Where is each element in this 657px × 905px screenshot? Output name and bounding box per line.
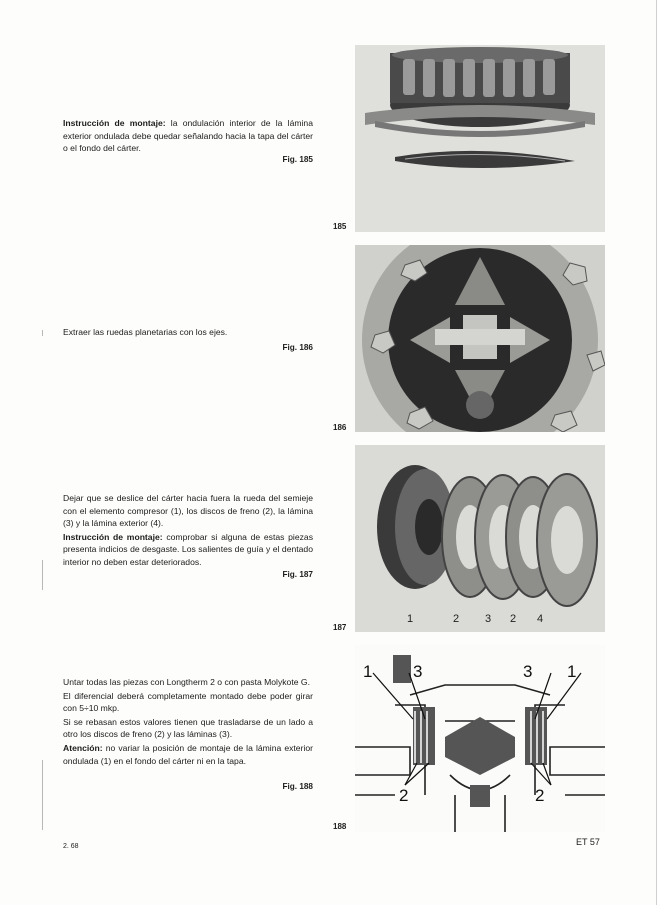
instruction-paragraph-188	[63, 676, 313, 768]
fig-ref-188: Fig. 188	[282, 782, 313, 791]
instruction-text: no variar la posición de montaje de la lámina exterior ondulada (1) en el fondo del cárter ni en la tapa.	[63, 742, 313, 766]
callout-label: 2	[535, 786, 545, 805]
instruction-text: Extraer las ruedas planetarias con los ejes.	[63, 327, 228, 337]
callout-label: 1	[363, 662, 373, 681]
fig-number-187: 187	[333, 623, 347, 632]
photo-187-brake-discs	[355, 445, 605, 632]
instruction-paragraph-186	[63, 326, 313, 340]
margin-mark	[42, 330, 43, 336]
callout-label: 2	[453, 613, 460, 625]
margin-mark	[42, 760, 43, 830]
fig-number-188: 188	[333, 822, 347, 831]
fig-ref-187: Fig. 187	[282, 570, 313, 579]
callout-label: 1	[407, 613, 414, 625]
instruction-text-2: comprobar si alguna de estas piezas presenta indicios de desgaste. Los salientes de guía y el dentado interior no deben estar deteriorados.	[63, 531, 313, 567]
photo-185-bearing-plates	[355, 45, 605, 232]
instruction-label: Atención:	[63, 742, 103, 753]
photo-186-differential-gears	[355, 245, 605, 432]
fig-number-185: 185	[333, 222, 347, 231]
fig-number-186: 186	[333, 423, 347, 432]
fig-ref-185: Fig. 185	[282, 155, 313, 164]
diagram-188-differential-cross-section	[355, 645, 605, 832]
instruction-label: Instrucción de montaje:	[63, 531, 163, 542]
footer-page-number: ET 57	[576, 837, 600, 847]
instruction-text: El diferencial deberá completamente montado debe poder girar con 5÷10 mkp.	[63, 690, 313, 714]
instruction-text: Si se rebasan estos valores tienen que trasladarse de un lado a otro los discos de freno (2) y las láminas (3).	[63, 716, 313, 740]
instruction-paragraph-185	[63, 117, 313, 156]
instruction-text: la ondulación interior de la lámina exterior ondulada debe quedar señalando hacia la tapa del cárter o el fondo del cárter.	[63, 118, 313, 154]
instruction-label: Instrucción de montaje:	[63, 118, 166, 128]
instruction-paragraph-187	[63, 492, 313, 570]
callout-label: 3	[413, 662, 423, 681]
callout-label: 1	[567, 662, 577, 681]
fig-ref-186: Fig. 186	[282, 343, 313, 352]
instruction-text: Untar todas las piezas con Longtherm 2 o con pasta Molykote G.	[63, 677, 310, 687]
footer-date: 2. 68	[63, 843, 79, 850]
callout-label: 2	[510, 613, 517, 625]
callout-label: 2	[399, 786, 409, 805]
instruction-text: Dejar que se deslice del cárter hacia fuera la rueda del semieje con el elemento compresor (1), los discos de freno (2), la lámina (3) y la lámina exterior (4).	[63, 493, 313, 529]
callout-label: 4	[537, 613, 544, 625]
callout-label: 3	[523, 662, 533, 681]
callout-label: 3	[485, 613, 492, 625]
margin-mark	[42, 560, 43, 590]
